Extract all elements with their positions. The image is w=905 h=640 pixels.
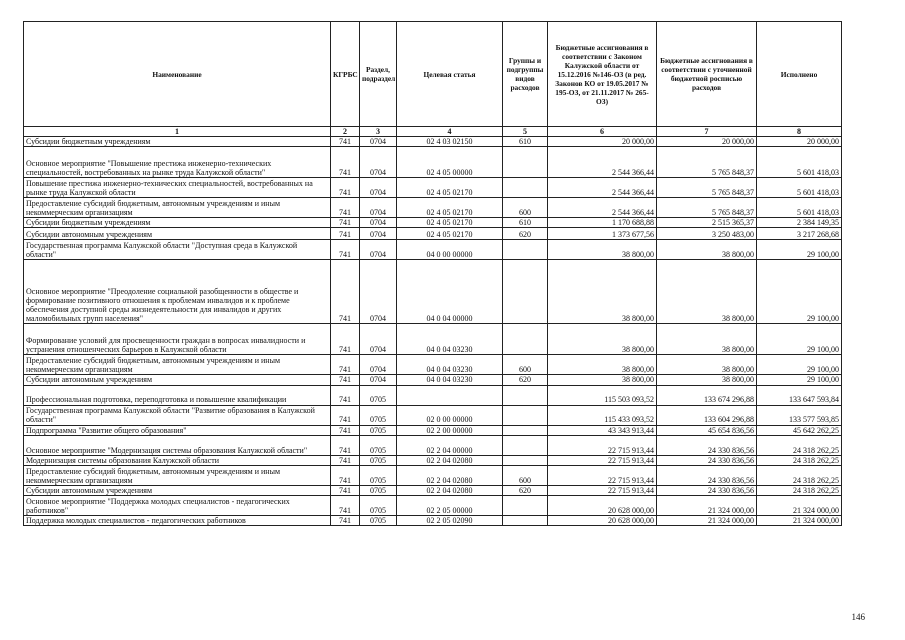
table-row [24, 240, 842, 260]
row-expense-group: 610 [503, 137, 548, 147]
row-name: Предоставление субсидий бюджетным, автономным учреждениям и иным некоммерческим организациям [24, 198, 331, 218]
column-number: 8 [757, 127, 842, 137]
row-target-article: 04 0 00 00000 [397, 240, 503, 260]
row-law-allocation: 20 628 000,00 [548, 496, 657, 516]
row-kgrbs: 741 [331, 516, 360, 526]
row-kgrbs: 741 [331, 137, 360, 147]
table-row [24, 260, 842, 324]
table-row [24, 178, 842, 198]
row-kgrbs: 741 [331, 260, 360, 324]
row-revised-allocation: 21 324 000,00 [657, 496, 757, 516]
row-executed: 29 100,00 [757, 240, 842, 260]
column-number: 3 [360, 127, 397, 137]
column-number: 7 [657, 127, 757, 137]
row-section: 0704 [360, 240, 397, 260]
row-expense-group [503, 324, 548, 355]
row-name: Повышение престижа инженерно-технических специальностей, востребованных на рынке труда Калужской области [24, 178, 331, 198]
row-revised-allocation: 2 515 365,37 [657, 218, 757, 228]
row-revised-allocation: 3 250 483,00 [657, 228, 757, 240]
column-number: 5 [503, 127, 548, 137]
row-kgrbs: 741 [331, 455, 360, 465]
row-kgrbs: 741 [331, 240, 360, 260]
row-expense-group: 620 [503, 486, 548, 496]
column-number: 6 [548, 127, 657, 137]
row-executed: 24 318 262,25 [757, 466, 842, 486]
row-executed: 2 384 149,35 [757, 218, 842, 228]
row-target-article: 02 2 04 02080 [397, 466, 503, 486]
column-number-row [24, 127, 842, 137]
row-executed: 3 217 268,68 [757, 228, 842, 240]
table-row [24, 486, 842, 496]
row-target-article: 04 0 04 03230 [397, 375, 503, 385]
row-target-article: 02 4 05 02170 [397, 218, 503, 228]
row-revised-allocation: 5 765 848,37 [657, 147, 757, 178]
table-row [24, 496, 842, 516]
row-section: 0704 [360, 228, 397, 240]
table-row [24, 355, 842, 375]
budget-table [23, 21, 842, 526]
row-expense-group [503, 385, 548, 405]
row-law-allocation: 2 544 366,44 [548, 178, 657, 198]
row-law-allocation: 38 800,00 [548, 240, 657, 260]
row-section: 0705 [360, 486, 397, 496]
row-law-allocation: 1 373 677,56 [548, 228, 657, 240]
row-revised-allocation: 5 765 848,37 [657, 178, 757, 198]
row-target-article: 02 4 05 02170 [397, 198, 503, 218]
row-section: 0705 [360, 435, 397, 455]
row-name: Предоставление субсидий бюджетным, автономным учреждениям и иным некоммерческим организациям [24, 355, 331, 375]
row-kgrbs: 741 [331, 375, 360, 385]
table-body [24, 137, 842, 526]
row-revised-allocation: 38 800,00 [657, 355, 757, 375]
header-kgrbs: КГРБС [331, 22, 360, 127]
table-row [24, 198, 842, 218]
row-law-allocation: 20 628 000,00 [548, 516, 657, 526]
table-row [24, 425, 842, 435]
row-executed: 29 100,00 [757, 375, 842, 385]
row-expense-group [503, 405, 548, 425]
row-executed: 24 318 262,25 [757, 435, 842, 455]
row-executed: 45 642 262,25 [757, 425, 842, 435]
row-section: 0705 [360, 385, 397, 405]
row-law-allocation: 43 343 913,44 [548, 425, 657, 435]
row-expense-group: 600 [503, 466, 548, 486]
row-revised-allocation: 133 674 296,88 [657, 385, 757, 405]
row-executed: 21 324 000,00 [757, 496, 842, 516]
table-row [24, 147, 842, 178]
row-section: 0705 [360, 516, 397, 526]
row-expense-group [503, 240, 548, 260]
row-revised-allocation: 38 800,00 [657, 324, 757, 355]
row-section: 0704 [360, 375, 397, 385]
row-target-article: 02 2 05 02090 [397, 516, 503, 526]
row-executed: 29 100,00 [757, 260, 842, 324]
row-target-article: 02 2 04 00000 [397, 435, 503, 455]
row-law-allocation: 22 715 913,44 [548, 435, 657, 455]
row-revised-allocation: 38 800,00 [657, 260, 757, 324]
row-expense-group [503, 425, 548, 435]
header-law-allocations: Бюджетные ассигнования в соответствии с Законом Калужской области от 15.12.2016 №146-ОЗ (в ред. Законов КО от 19.05.2017 № 195-ОЗ, от 21.11.2017 № 265-ОЗ) [548, 22, 657, 127]
row-kgrbs: 741 [331, 198, 360, 218]
column-number: 1 [24, 127, 331, 137]
row-law-allocation: 38 800,00 [548, 375, 657, 385]
row-name: Предоставление субсидий бюджетным, автономным учреждениям и иным некоммерческим организациям [24, 466, 331, 486]
row-expense-group: 600 [503, 198, 548, 218]
table-row [24, 324, 842, 355]
row-section: 0704 [360, 198, 397, 218]
row-executed: 5 601 418,03 [757, 147, 842, 178]
row-executed: 5 601 418,03 [757, 178, 842, 198]
row-kgrbs: 741 [331, 147, 360, 178]
row-revised-allocation: 38 800,00 [657, 240, 757, 260]
row-target-article: 04 0 04 03230 [397, 355, 503, 375]
row-law-allocation: 38 800,00 [548, 355, 657, 375]
column-number: 4 [397, 127, 503, 137]
row-revised-allocation: 21 324 000,00 [657, 516, 757, 526]
table-row [24, 218, 842, 228]
row-name: Субсидии автономным учреждениям [24, 486, 331, 496]
row-target-article: 02 2 05 00000 [397, 496, 503, 516]
column-number: 2 [331, 127, 360, 137]
row-law-allocation: 2 544 366,44 [548, 198, 657, 218]
row-executed: 29 100,00 [757, 324, 842, 355]
row-revised-allocation: 24 330 836,56 [657, 466, 757, 486]
row-executed: 24 318 262,25 [757, 486, 842, 496]
row-law-allocation: 22 715 913,44 [548, 455, 657, 465]
row-executed: 133 647 593,84 [757, 385, 842, 405]
row-name: Основное мероприятие "Преодоление социальной разобщенности в обществе и формирование позитивного отношения к проблемам инвалидов и к проблеме обеспечения доступной среды жизнедеятельности для инвалидов и других маломобильных групп населения" [24, 260, 331, 324]
row-expense-group [503, 516, 548, 526]
table-row [24, 228, 842, 240]
row-expense-group: 600 [503, 355, 548, 375]
page-number: 146 [851, 612, 865, 622]
row-expense-group [503, 147, 548, 178]
header-revised-allocations: Бюджетные ассигнования в соответствии с уточненной бюджетной росписью расходов [657, 22, 757, 127]
row-name: Поддержка молодых специалистов - педагогических работников [24, 516, 331, 526]
row-revised-allocation: 20 000,00 [657, 137, 757, 147]
row-revised-allocation: 24 330 836,56 [657, 455, 757, 465]
row-section: 0704 [360, 355, 397, 375]
row-kgrbs: 741 [331, 178, 360, 198]
row-section: 0705 [360, 405, 397, 425]
row-revised-allocation: 133 604 296,88 [657, 405, 757, 425]
row-expense-group: 610 [503, 218, 548, 228]
row-law-allocation: 22 715 913,44 [548, 466, 657, 486]
row-section: 0704 [360, 260, 397, 324]
header-executed: Исполнено [757, 22, 842, 127]
row-executed: 24 318 262,25 [757, 455, 842, 465]
row-kgrbs: 741 [331, 496, 360, 516]
row-name: Субсидии автономным учреждениям [24, 228, 331, 240]
row-section: 0704 [360, 147, 397, 178]
row-name: Подпрограмма "Развитие общего образования" [24, 425, 331, 435]
row-executed: 20 000,00 [757, 137, 842, 147]
row-section: 0705 [360, 496, 397, 516]
row-section: 0704 [360, 324, 397, 355]
row-kgrbs: 741 [331, 425, 360, 435]
row-law-allocation: 38 800,00 [548, 260, 657, 324]
row-name: Основное мероприятие "Повышение престижа инженерно-технических специальностей, востребованных на рынке труда Калужской области" [24, 147, 331, 178]
row-executed: 133 577 593,85 [757, 405, 842, 425]
table-row [24, 466, 842, 486]
table-row [24, 375, 842, 385]
row-law-allocation: 1 170 688,88 [548, 218, 657, 228]
row-name: Субсидии бюджетным учреждениям [24, 218, 331, 228]
row-revised-allocation: 24 330 836,56 [657, 435, 757, 455]
table-row [24, 405, 842, 425]
row-expense-group [503, 455, 548, 465]
row-target-article: 02 4 05 02170 [397, 228, 503, 240]
table-row [24, 455, 842, 465]
row-name: Государственная программа Калужской области "Доступная среда в Калужской области" [24, 240, 331, 260]
row-kgrbs: 741 [331, 385, 360, 405]
row-target-article: 02 2 04 02080 [397, 486, 503, 496]
row-revised-allocation: 24 330 836,56 [657, 486, 757, 496]
row-expense-group: 620 [503, 228, 548, 240]
row-name: Субсидии автономным учреждениям [24, 375, 331, 385]
row-expense-group [503, 496, 548, 516]
header-target: Целевая статья [397, 22, 503, 127]
row-kgrbs: 741 [331, 218, 360, 228]
row-name: Профессиональная подготовка, переподготовка и повышение квалификации [24, 385, 331, 405]
table-row [24, 516, 842, 526]
row-section: 0705 [360, 466, 397, 486]
table-row [24, 137, 842, 147]
row-target-article: 02 4 05 02170 [397, 178, 503, 198]
row-section: 0705 [360, 425, 397, 435]
row-name: Формирование условий для просвещенности граждан в вопросах инвалидности и устранения отношенческих барьеров в Калужской области [24, 324, 331, 355]
row-executed: 21 324 000,00 [757, 516, 842, 526]
row-expense-group [503, 435, 548, 455]
row-executed: 29 100,00 [757, 355, 842, 375]
row-law-allocation: 2 544 366,44 [548, 147, 657, 178]
header-section: Раздел, подраздел [360, 22, 397, 127]
row-section: 0705 [360, 455, 397, 465]
row-target-article [397, 385, 503, 405]
table-row [24, 385, 842, 405]
row-expense-group [503, 178, 548, 198]
row-revised-allocation: 5 765 848,37 [657, 198, 757, 218]
row-revised-allocation: 38 800,00 [657, 375, 757, 385]
row-law-allocation: 22 715 913,44 [548, 486, 657, 496]
row-target-article: 02 0 00 00000 [397, 405, 503, 425]
row-name: Модернизация системы образования Калужской области [24, 455, 331, 465]
header-groups: Группы и подгруппы видов расходов [503, 22, 548, 127]
row-kgrbs: 741 [331, 486, 360, 496]
row-kgrbs: 741 [331, 355, 360, 375]
header-name: Наименование [24, 22, 331, 127]
row-kgrbs: 741 [331, 324, 360, 355]
row-law-allocation: 38 800,00 [548, 324, 657, 355]
row-law-allocation: 20 000,00 [548, 137, 657, 147]
row-target-article: 02 2 00 00000 [397, 425, 503, 435]
row-kgrbs: 741 [331, 228, 360, 240]
row-kgrbs: 741 [331, 405, 360, 425]
row-section: 0704 [360, 218, 397, 228]
row-kgrbs: 741 [331, 435, 360, 455]
row-revised-allocation: 45 654 836,56 [657, 425, 757, 435]
row-law-allocation: 115 503 093,52 [548, 385, 657, 405]
header-row [24, 22, 842, 127]
row-target-article: 02 4 05 00000 [397, 147, 503, 178]
row-law-allocation: 115 433 093,52 [548, 405, 657, 425]
row-kgrbs: 741 [331, 466, 360, 486]
row-name: Основное мероприятие "Поддержка молодых специалистов - педагогических работников" [24, 496, 331, 516]
row-target-article: 04 0 04 00000 [397, 260, 503, 324]
row-target-article: 02 4 03 02150 [397, 137, 503, 147]
row-expense-group [503, 260, 548, 324]
row-section: 0704 [360, 137, 397, 147]
row-section: 0704 [360, 178, 397, 198]
row-executed: 5 601 418,03 [757, 198, 842, 218]
row-expense-group: 620 [503, 375, 548, 385]
row-name: Основное мероприятие "Модернизация системы образования Калужской области" [24, 435, 331, 455]
row-name: Государственная программа Калужской области "Развитие образования в Калужской области" [24, 405, 331, 425]
table-row [24, 435, 842, 455]
row-name: Субсидии бюджетным учреждениям [24, 137, 331, 147]
row-target-article: 02 2 04 02080 [397, 455, 503, 465]
row-target-article: 04 0 04 03230 [397, 324, 503, 355]
